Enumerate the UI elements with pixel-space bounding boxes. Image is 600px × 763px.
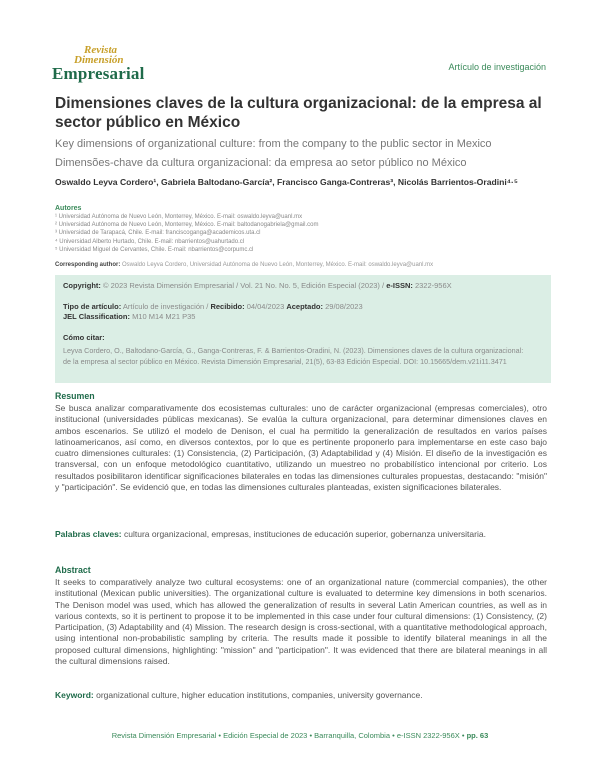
jel-label: JEL Classification: (63, 312, 130, 321)
type-value: Artículo de investigación / (122, 302, 209, 311)
authors-heading: Autores (55, 205, 82, 212)
article-info-box (55, 275, 551, 383)
abstract-keywords (55, 690, 547, 701)
corresponding-label: Corresponding author: (55, 262, 121, 268)
type-label: Tipo de artículo: (63, 302, 122, 311)
footer-text: Revista Dimensión Empresarial • Edición Especial de 2023 • Barranquilla, Colombia • e-ISSN 2322-956X • (111, 731, 465, 740)
abstract-text: It seeks to comparatively analyze two cultural ecosystems: one of an organizational nature (commercial companies), the other institutional (Mexican public universities). The organizational culture is evaluated to determine key dimensions in both scenarios. The Denison model was used, which has allowed the generalization of results in several Latin American countries, as well as in various contexts, so it is pertinent to propose it to be implemented in this case under four cultural dimensions: (1) Consistency, (2) Participation, (3) Adaptability and (4) Mission. The research design is cross-sectional, with a quantitative methodological approach, using intentional non-probabilistic sampling by criteria. The results made it possible to identify bilateral meanings in all the proposed cultural dimensions, highlighting: "mission" and "participation". It was evidenced that there are bilateral meanings in all the cultural dimensions raised. (55, 577, 547, 667)
page-footer (0, 731, 600, 740)
dates-line (63, 302, 363, 311)
abstract-heading: Abstract (55, 565, 91, 575)
keywords-text: cultura organizacional, empresas, instituciones de educación superior, gobernanza universitaria. (124, 529, 486, 539)
affiliation: ³ Universidad de Tarapacá, Chile. E-mail: franciscoganga@academicos.uta.cl (55, 230, 261, 237)
logo-line-1: Revista (84, 44, 117, 56)
authors: Oswaldo Leyva Cordero¹, Gabriela Baltodano-García², Francisco Ganga-Contreras³, Nicolás Barrientos-Oradini⁴·⁵ (55, 177, 518, 187)
page-title: Dimensiones claves de la cultura organizacional: de la empresa al sector público en México (55, 95, 542, 131)
affiliations-list (55, 213, 318, 254)
copyright-label: Copyright: (63, 281, 101, 290)
eissn-value: 2322-956X (414, 281, 452, 290)
keywords-label: Palabras claves: (55, 529, 122, 539)
resumen-keywords (55, 529, 547, 540)
journal-logo (52, 44, 162, 84)
resumen-text: Se busca analizar comparativamente dos ecosistemas culturales: uno de carácter organizacional (empresas comerciales), otro institucional (universidades públicas mexicanas). Se evalúa la cultura organizacional, para determinar dimensiones claves en ambos escenarios. Se utilizó el modelo de Denison, el cual ha permitido la generalización de resultados en varios países latinoamericanos, así como, en diversos contextos, por lo que es pertinente proponerlo para implementarse en este caso bajo cuatro dimensiones culturales: (1) Consistencia, (2) Participación, (3) Adaptabilidad y (4) Misión. El diseño de la investigación es transversal, con un enfoque metodológico cuantitativo, utilizando un muestreo no probabilístico intencional por criterio. Los resultados posibilitaron identificar significaciones bilaterales en todas las dimensiones culturales propuestas, destacando: "misión" y "participación". Se evidenció que, en todas las dimensiones culturales planteadas, existen significaciones bilaterales. (55, 403, 547, 493)
page-number: pp. 63 (466, 731, 489, 740)
jel-value: M10 M14 M21 P35 (132, 312, 196, 321)
eissn-label: e-ISSN: (386, 281, 413, 290)
resumen-heading: Resumen (55, 391, 95, 401)
received-value: 04/04/2023 (246, 302, 285, 311)
jel-line (63, 312, 195, 321)
affiliation: ⁴ Universidad Alberto Hurtado, Chile. E-mail: nbarrientos@uahurtado.cl (55, 238, 245, 245)
logo-line-3: Empresarial (52, 64, 145, 83)
accepted-label: Aceptado: (286, 302, 324, 311)
affiliation: ⁵ Universidad Miguel de Cervantes, Chile. E-mail: nbarrientos@corpumc.cl (55, 246, 254, 253)
copyright-text: © 2023 Revista Dimensión Empresarial / Vol. 21 No. No. 5, Edición Especial (2023) / (103, 281, 385, 290)
accepted-value: 29/08/2023 (325, 302, 363, 311)
keyword-label: Keyword: (55, 690, 94, 700)
cite-label: Cómo citar: (63, 333, 105, 342)
logo-line-2: Dimensión (74, 54, 124, 66)
affiliation: ² Universidad Autónoma de Nuevo León, Monterrey, México. E-mail: baltodanogabriela@gmail.com (55, 222, 319, 229)
corresponding-text: Oswaldo Leyva Cordero, Universidad Autónoma de Nuevo León, Monterrey, México. E-mail: oswaldo.leyva@uanl.mx (122, 262, 434, 268)
cite-heading (63, 333, 105, 342)
citation-text: Leyva Cordero, O., Baltodano-García, G., Ganga-Contreras, F. & Barrientos-Oradini, N. (2023). Dimensiones claves de la cultura organizacional: de la empresa al sector público en México. Revista Dimensión Empresarial, 21(5), 63-83 Edición Especial. DOI: 10.15665/dem.v21i11.3471 (63, 346, 524, 366)
keyword-text: organizational culture, higher education institutions, companies, university governance. (96, 690, 423, 700)
affiliation: ¹ Universidad Autónoma de Nuevo León, Monterrey, México. E-mail: oswaldo.leyva@uanl.mx (55, 214, 303, 220)
title-english: Key dimensions of organizational culture: from the company to the public sector in Mexico (55, 138, 492, 150)
article-type: Artículo de investigación (448, 62, 546, 72)
title-portuguese: Dimensões-chave da cultura organizacional: da empresa ao setor público no México (55, 157, 467, 169)
received-label: Recibido: (210, 302, 245, 311)
copyright-line (63, 281, 452, 290)
corresponding-author (55, 262, 433, 268)
